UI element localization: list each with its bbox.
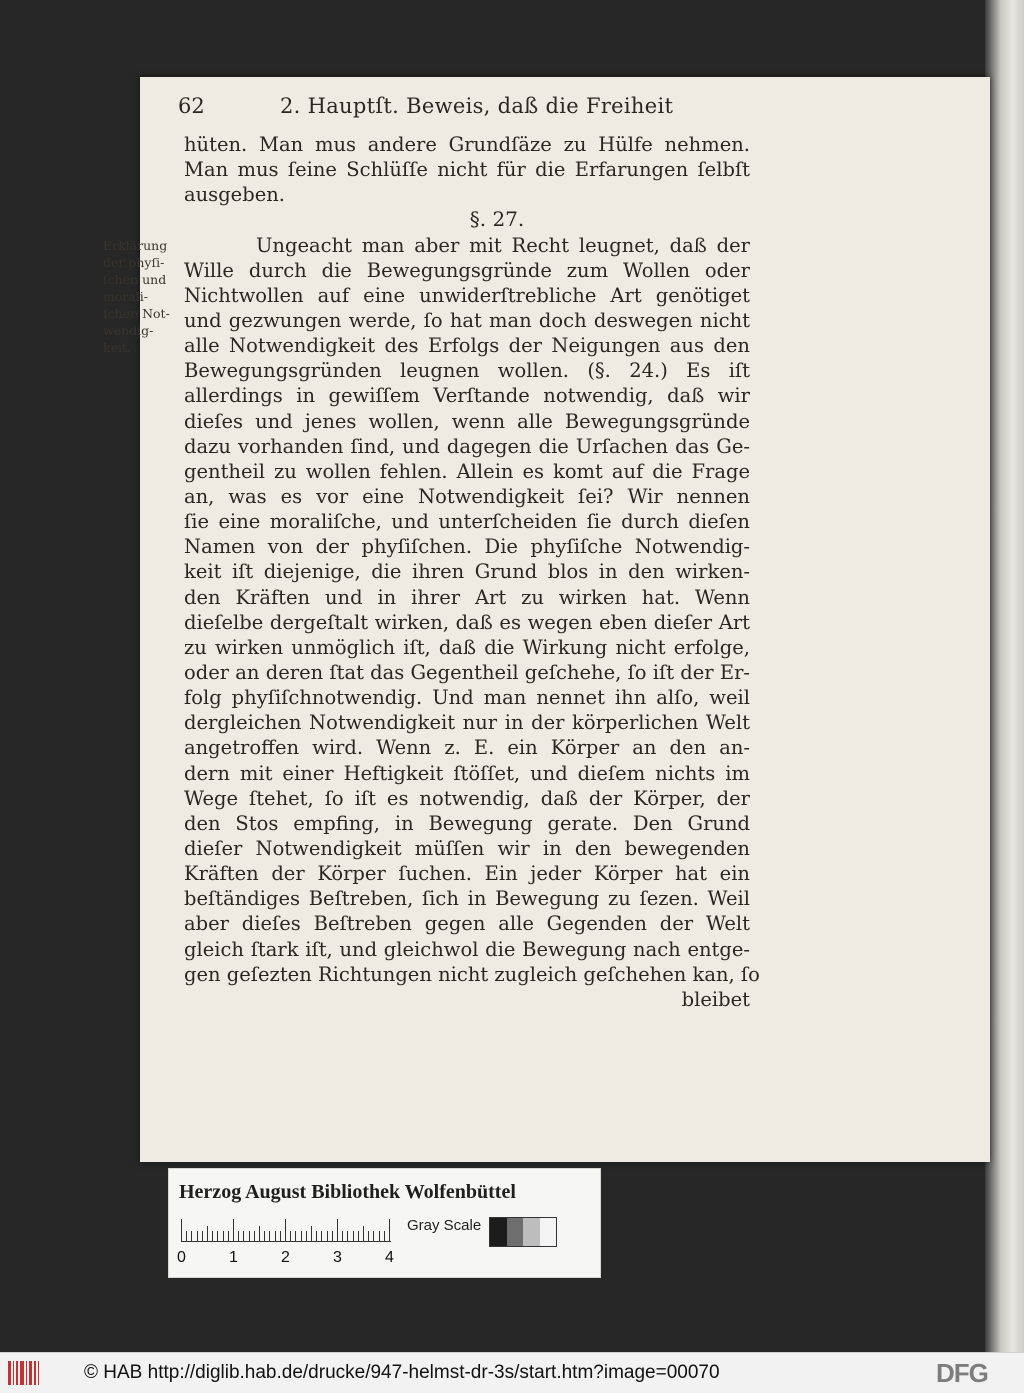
barcode-icon [8, 1361, 46, 1385]
viewer-footer [0, 1352, 1024, 1393]
ruler-tick [275, 1231, 276, 1241]
library-name: Herzog August Bibliothek Wolfenbüttel [179, 1181, 516, 1203]
ruler-tick [301, 1231, 302, 1241]
ruler-tick [353, 1231, 354, 1241]
ruler-baseline [181, 1241, 391, 1242]
ruler-tick [363, 1226, 364, 1241]
ruler-tick [249, 1231, 250, 1241]
text-line: den Kräften und in ihrer Art zu wirken hat. Wenn [184, 585, 750, 609]
margin-note-line: Erklärung [103, 238, 168, 253]
ruler-tick [347, 1231, 348, 1241]
margin-note-line: keit. [103, 340, 131, 355]
margin-note-line: ſchen Not- [103, 306, 170, 321]
ruler-number: 0 [177, 1249, 186, 1266]
ruler-tick [280, 1231, 281, 1241]
text-line: hüten. Man mus andere Grundſäze zu Hülfe nehmen. [184, 133, 750, 156]
ruler-tick [358, 1231, 359, 1241]
gray-swatch [507, 1218, 524, 1246]
text-line: Man mus ſeine Schlüſſe nicht für die Erfarungen ſelbſt [184, 158, 750, 182]
text-line: gen geſezten Richtungen nicht zugleich geſchehen kan, ſo [184, 962, 760, 986]
ruler-tick [384, 1231, 385, 1241]
margin-note-line: morali- [103, 289, 149, 304]
ruler-tick [368, 1231, 369, 1241]
ruler-numbers [177, 1249, 437, 1269]
source-url-text[interactable]: © HAB http://diglib.hab.de/drucke/947-helmst-dr-3s/start.htm?image=00070 [84, 1362, 720, 1383]
ruler-tick [337, 1219, 338, 1241]
text-line: Wege ſtehet, ſo iſt es notwendig, daß der Körper, der [184, 786, 750, 810]
page-number: 62 [178, 94, 205, 118]
ruler-tick [285, 1219, 286, 1241]
text-line: beſtändiges Beſtreben, ſich in Bewegung zu ſezen. Weil [184, 887, 750, 911]
text-line: dieſes und jenes wollen, wenn alle Bewegungsgründe [184, 409, 750, 433]
ruler-tick [332, 1231, 333, 1241]
text-line: Namen von der phyſiſchen. Die phyſiſche Notwendig- [184, 535, 750, 559]
ruler-tick [217, 1231, 218, 1241]
text-line: gleich ſtark iſt, und gleichwol die Bewegung nach entge- [184, 937, 750, 961]
text-line: gentheil zu wollen fehlen. Allein es komt auf die Frage [184, 459, 750, 483]
text-line: folg phyſiſchnotwendig. Und man nennet ihn alſo, weil [184, 686, 750, 710]
ruler-number: 4 [385, 1249, 394, 1266]
catchword: bleibet [681, 987, 750, 1011]
text-line: zu wirken unmöglich iſt, daß die Wirkung nicht erfolge, [184, 635, 750, 659]
dfg-logo: DFG [936, 1358, 988, 1388]
grayscale-label: Gray Scale [407, 1217, 482, 1234]
running-head-title: 2. Hauptſt. Beweis, daß die Freiheit [280, 94, 674, 118]
text-line: und gezwungen werde, ſo hat man doch deswegen nicht [184, 308, 750, 332]
ruler-tick [181, 1219, 182, 1241]
ruler-tick [212, 1231, 213, 1241]
running-head [178, 94, 738, 128]
text-line: alle Notwendigkeit des Erfolgs der Neigungen aus den [184, 334, 750, 358]
ruler-tick [373, 1231, 374, 1241]
text-line: dergleichen Notwendigkeit nur in der körperlichen Welt [184, 711, 750, 735]
margin-note [103, 237, 183, 356]
ruler-tick [238, 1231, 239, 1241]
ruler-number: 1 [229, 1249, 238, 1266]
text-line: dazu vorhanden ſind, und dagegen die Urſachen das Ge- [184, 434, 750, 458]
ruler-tick [259, 1226, 260, 1241]
ruler-tick [290, 1231, 291, 1241]
ruler-number: 3 [333, 1249, 342, 1266]
measurement-ruler [181, 1215, 401, 1243]
ruler-tick [264, 1231, 265, 1241]
ruler-number: 2 [281, 1249, 290, 1266]
ruler-tick [379, 1231, 380, 1241]
ruler-tick [316, 1231, 317, 1241]
ruler-tick [223, 1231, 224, 1241]
gray-swatch [523, 1218, 540, 1246]
ruler-tick [243, 1231, 244, 1241]
ruler-tick [295, 1231, 296, 1241]
margin-note-line: der phyſi- [103, 255, 165, 270]
section-heading: §. 27. [469, 207, 525, 232]
ruler-tick [327, 1231, 328, 1241]
text-line: dieſelbe dergeſtalt wirken, daß es wegen eben dieſer Art [184, 610, 750, 634]
ruler-tick [311, 1226, 312, 1241]
ruler-tick [389, 1219, 390, 1241]
ruler-tick [202, 1231, 203, 1241]
ruler-tick [306, 1231, 307, 1241]
book-edge [985, 0, 1024, 1352]
text-line: den Stos empfing, in Bewegung gerate. Den Grund [184, 811, 750, 835]
text-line: Kräften der Körper ſuchen. Ein jeder Körper hat ein [184, 862, 750, 886]
ruler-tick [233, 1219, 234, 1241]
margin-note-line: ſchen und [103, 272, 167, 287]
text-line: dern mit einer Heftigkeit ſtöſſet, und dieſem nichts im [184, 761, 750, 785]
text-line: keit iſt diejenige, die ihren Grund blos in den wirken- [184, 560, 750, 584]
text-line: angetroffen wird. Wenn z. E. ein Körper an den an- [184, 736, 750, 760]
text-line: dieſer Notwendigkeit müſſen wir in den bewegenden [184, 836, 750, 860]
ruler-tick [254, 1231, 255, 1241]
text-line: Ungeacht man aber mit Recht leugnet, daß der [256, 233, 750, 257]
text-line: ſie eine moraliſche, und unterſcheiden ſie durch dieſen [184, 510, 750, 534]
grayscale-swatches [489, 1217, 557, 1247]
ruler-tick [321, 1231, 322, 1241]
text-line: aber dieſes Beſtreben gegen alle Gegenden der Welt [184, 912, 750, 936]
gray-swatch [490, 1218, 507, 1246]
text-line: Nichtwollen auf eine unwiderſtrebliche Art genötiget [184, 283, 750, 307]
gray-swatch [540, 1218, 557, 1246]
text-line: an, was es vor eine Notwendigkeit ſei? Wir nennen [184, 484, 750, 508]
ruler-tick [197, 1231, 198, 1241]
ruler-tick [342, 1231, 343, 1241]
text-line: Wille durch die Bewegungsgründe zum Wollen oder [184, 258, 750, 282]
text-line: ausgeben. [184, 183, 285, 207]
ruler-tick [207, 1226, 208, 1241]
paragraph [184, 233, 760, 987]
main-text [184, 132, 760, 1012]
ruler-tick [191, 1231, 192, 1241]
ruler-tick [228, 1231, 229, 1241]
text-line: Bewegungsgründen leugnen wollen. (§. 24.) Es iſt [184, 359, 750, 383]
text-line: oder an deren ſtat das Gegentheil geſchehe, ſo iſt der Er- [184, 660, 750, 684]
margin-note-line: wendig- [103, 323, 154, 338]
ruler-tick [186, 1231, 187, 1241]
library-label-card [168, 1168, 601, 1278]
ruler-tick [269, 1231, 270, 1241]
text-line: allerdings in gewiſſem Verſtande notwendig, daß wir [184, 384, 750, 408]
